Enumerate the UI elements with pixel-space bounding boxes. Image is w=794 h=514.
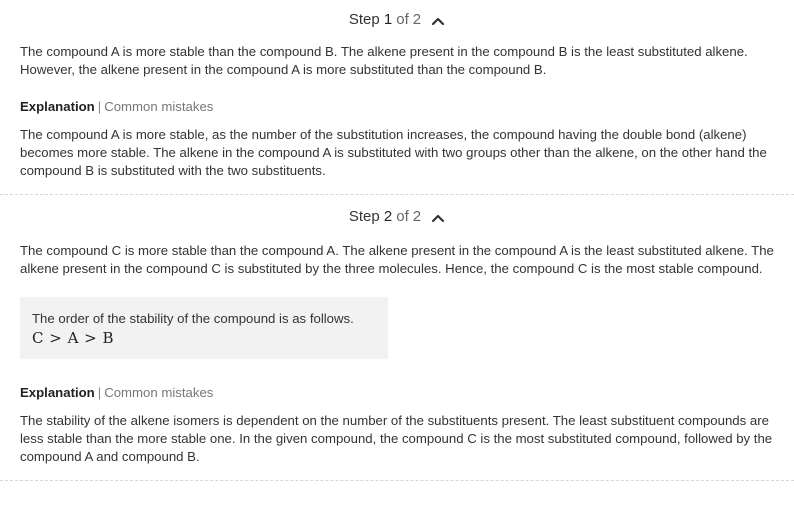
explanation-label[interactable]: Explanation (20, 385, 95, 400)
step-1-explanation-header (20, 98, 774, 116)
step-divider (0, 480, 794, 481)
common-mistakes-link[interactable]: Common mistakes (104, 99, 214, 114)
step-2-header[interactable] (0, 195, 794, 237)
separator: | (97, 99, 102, 114)
step-label: Step (348, 207, 380, 225)
step-label: Step (348, 10, 380, 28)
stability-order: C > A > B (32, 329, 115, 347)
step-1-paragraph: The compound A is more stable than the compound B. The alkene present in the compound B is the least substituted alkene. However, the alkene present in the compound A is more substituted than the compound B. (20, 44, 748, 77)
step-1-explanation-text: The compound A is more stable, as the number of the substitution increases, the compound having the double bond (alkene) becomes more stable. The alkene in the compound A is substituted with two groups other than the alkene, on the other hand the compound B is substituted with the two substituents. (20, 127, 767, 178)
step-2-explanation-text: The stability of the alkene isomers is dependent on the number of the substituents present. The least substituent compounds are less stable than the more stable one. In the given compound, the compound C is the most substituted compound, followed by the compound A and compound B. (20, 413, 773, 464)
step-1 (0, 0, 794, 195)
step-of: of (396, 10, 409, 28)
chevron-up-icon[interactable] (431, 13, 445, 23)
step-number: 1 (383, 10, 393, 28)
step-of: of (396, 207, 409, 225)
step-total: 2 (412, 207, 422, 225)
step-2-explanation-header (20, 384, 774, 402)
common-mistakes-link[interactable]: Common mistakes (104, 385, 214, 400)
step-total: 2 (412, 10, 422, 28)
step-1-header[interactable] (0, 0, 794, 38)
step-2-paragraph: The compound C is more stable than the compound A. The alkene present in the compound A is the least substituted alkene. The alkene present in the compound C is substituted by the three molecules. Hence, the compound C is the most stable compound. (20, 243, 774, 276)
step-2 (0, 195, 794, 481)
separator: | (97, 385, 102, 400)
result-box-text: The order of the stability of the compound is as follows. (32, 311, 354, 326)
chevron-up-icon[interactable] (431, 210, 445, 220)
result-box (20, 297, 388, 359)
explanation-label[interactable]: Explanation (20, 99, 95, 114)
step-number: 2 (383, 207, 393, 225)
